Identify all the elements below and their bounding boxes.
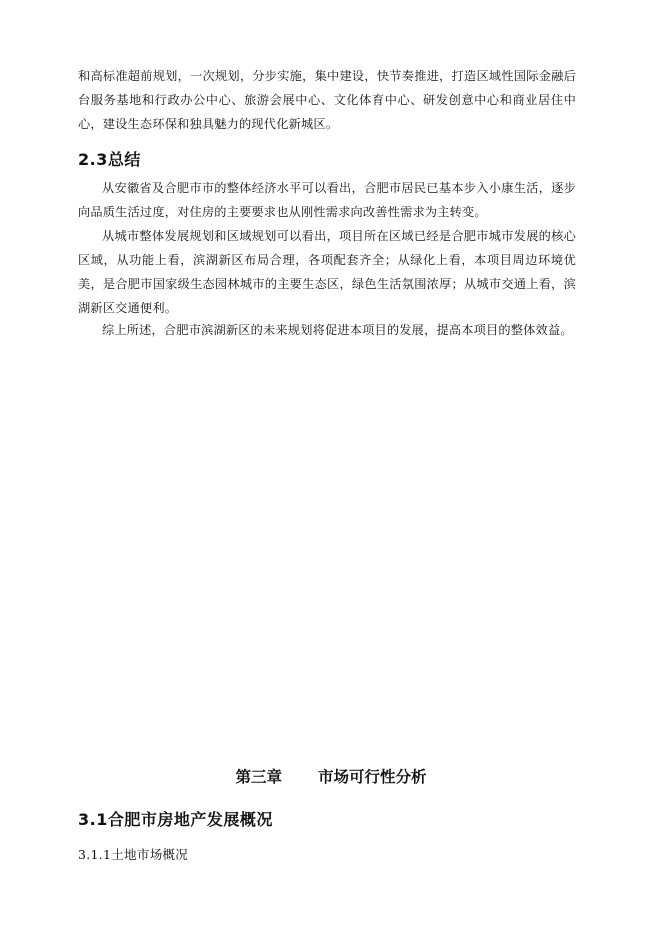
section-heading-3-1: 3.1合肥市房地产发展概况 bbox=[78, 810, 273, 829]
chapter-title: 市场可行性分析 bbox=[318, 768, 427, 786]
chapter-number: 第三章 bbox=[235, 768, 282, 786]
intro-paragraph: 和高标准超前规划，一次规划，分步实施，集中建设，快节奏推进，打造区域性国际金融后台服务基地和行政办公中心、旅游会展中心、文化体育中心、研发创意中心和商业居住中心，建设生态环保和独具魅力的现代化新城区。 bbox=[78, 69, 576, 131]
summary-paragraph-1: 从安徽省及合肥市市的整体经济水平可以看出，合肥市居民已基本步入小康生活，逐步向品质生活过度，对住房的主要要求也从刚性需求向改善性需求为主转变。 bbox=[78, 181, 576, 219]
summary-paragraph-3: 综上所述，合肥市滨湖新区的未来规划将促进本项目的发展，提高本项目的整体效益。 bbox=[102, 323, 573, 337]
chapter-heading bbox=[0, 765, 662, 787]
section-heading-2-3: 2.3总结 bbox=[78, 150, 141, 169]
summary-paragraph-2: 从城市整体发展规划和区域规划可以看出，项目所在区域已经是合肥市城市发展的核心区域，从功能上看，滨湖新区布局合理，各项配套齐全；从绿化上看，本项目周边环境优美，是合肥市国家级生态园林城市的主要生态区，绿色生活氛围浓厚；从城市交通上看，滨湖新区交通便利。 bbox=[78, 229, 576, 315]
section-heading-3-1-1: 3.1.1土地市场概况 bbox=[78, 847, 189, 862]
